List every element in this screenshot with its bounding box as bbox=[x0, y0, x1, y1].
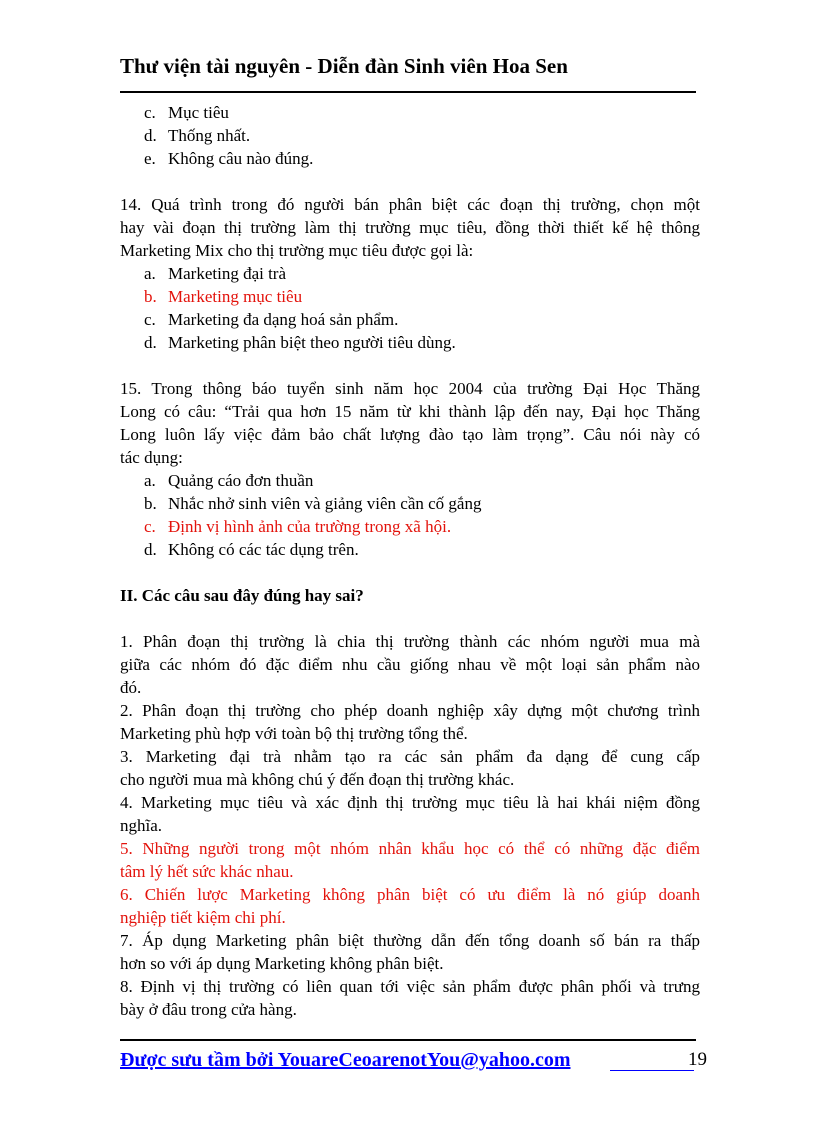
statement-4-line: nghĩa. bbox=[120, 816, 163, 835]
page-header-title: Thư viện tài nguyên - Diễn đàn Sinh viên Hoa Sen bbox=[120, 54, 568, 78]
footer-credit-link[interactable]: Được sưu tầm bởi YouareCeoarenotYou@yahoo.com bbox=[120, 1049, 571, 1071]
statement-8-line: 8. Định vị thị trường có liên quan tới việc sản phẩm được phân phối và trưng bbox=[120, 977, 700, 996]
q14-option-b-answer: b. Marketing mục tiêu bbox=[144, 287, 303, 306]
statement-1-line: đó. bbox=[120, 678, 142, 697]
question-15-line: Long có câu: “Trải qua hơn 15 năm từ khi thành lập đến nay, Đại học Thăng bbox=[120, 402, 700, 421]
statement-2-line: 2. Phân đoạn thị trường cho phép doanh nghiệp xây dựng một chương trình bbox=[120, 701, 700, 720]
statement-5-line-answer: tâm lý hết sức khác nhau. bbox=[120, 862, 294, 881]
statement-3-line: cho người mua mà không chú ý đến đoạn thị trường khác. bbox=[120, 770, 515, 789]
statement-6-line-answer: 6. Chiến lược Marketing không phân biệt có ưu điểm là nó giúp doanh bbox=[120, 885, 700, 904]
q14-option-a: a. Marketing đại trà bbox=[144, 264, 287, 283]
option-d: d. Thống nhất. bbox=[144, 126, 251, 145]
option-c: c. Mục tiêu bbox=[144, 103, 229, 122]
question-15-line: Long luôn lấy việc đảm bảo chất lượng đào tạo làm trọng”. Câu nói này có bbox=[120, 425, 700, 444]
header-rule bbox=[120, 91, 696, 93]
question-15 bbox=[120, 377, 700, 561]
document-body bbox=[120, 101, 700, 1021]
q14-option-d: d. Marketing phân biệt theo người tiêu dùng. bbox=[144, 333, 456, 352]
statement-7-line: hơn so với áp dụng Marketing không phân biệt. bbox=[120, 954, 444, 973]
q15-option-d: d. Không có các tác dụng trên. bbox=[144, 540, 359, 559]
page-footer bbox=[120, 1049, 710, 1079]
statement-3-line: 3. Marketing đại trà nhằm tạo ra các sản phẩm đa dạng để cung cấp bbox=[120, 747, 700, 766]
section-2-title: II. Các câu sau đây đúng hay sai? bbox=[120, 586, 364, 605]
page-number: 19 bbox=[688, 1049, 707, 1070]
statement-6-line-answer: nghiệp tiết kiệm chi phí. bbox=[120, 908, 286, 927]
question-14-line: Marketing Mix cho thị trường mục tiêu được gọi là: bbox=[120, 241, 474, 260]
footer-underline bbox=[610, 1070, 694, 1071]
statement-5-line-answer: 5. Những người trong một nhóm nhân khẩu học có thể có những đặc điểm bbox=[120, 839, 700, 858]
option-e: e. Không câu nào đúng. bbox=[144, 149, 314, 168]
statement-1-line: giữa các nhóm đó đặc điểm nhu cầu giống nhau về một loại sản phẩm nào bbox=[120, 655, 700, 674]
question-14-line: hay vài đoạn thị trường làm thị trường mục tiêu, đồng thời thiết kế hệ thông bbox=[120, 218, 700, 237]
statement-1-line: 1. Phân đoạn thị trường là chia thị trường thành các nhóm người mua mà bbox=[120, 632, 700, 651]
statement-7-line: 7. Áp dụng Marketing phân biệt thường dẫn đến tổng doanh số bán ra thấp bbox=[120, 931, 700, 950]
q15-option-a: a. Quảng cáo đơn thuần bbox=[144, 471, 314, 490]
question-14-line: 14. Quá trình trong đó người bán phân biệt các đoạn thị trường, chọn một bbox=[120, 195, 700, 214]
question-15-line: tác dụng: bbox=[120, 448, 183, 467]
footer-rule bbox=[120, 1039, 696, 1041]
statement-8-line: bày ở đâu trong cửa hàng. bbox=[120, 1000, 297, 1019]
q15-option-b: b. Nhắc nhở sinh viên và giảng viên cần cố gắng bbox=[144, 494, 482, 513]
true-false-list bbox=[120, 630, 700, 1021]
q15-option-c-answer: c. Định vị hình ảnh của trường trong xã hội. bbox=[144, 517, 452, 536]
question-14 bbox=[120, 193, 700, 354]
question-15-line: 15. Trong thông báo tuyển sinh năm học 2004 của trường Đại Học Thăng bbox=[120, 379, 700, 398]
q14-option-c: c. Marketing đa dạng hoá sản phẩm. bbox=[144, 310, 399, 329]
statement-4-line: 4. Marketing mục tiêu và xác định thị trường mục tiêu là hai khái niệm đồng bbox=[120, 793, 700, 812]
statement-2-line: Marketing phù hợp với toàn bộ thị trường tổng thể. bbox=[120, 724, 468, 743]
